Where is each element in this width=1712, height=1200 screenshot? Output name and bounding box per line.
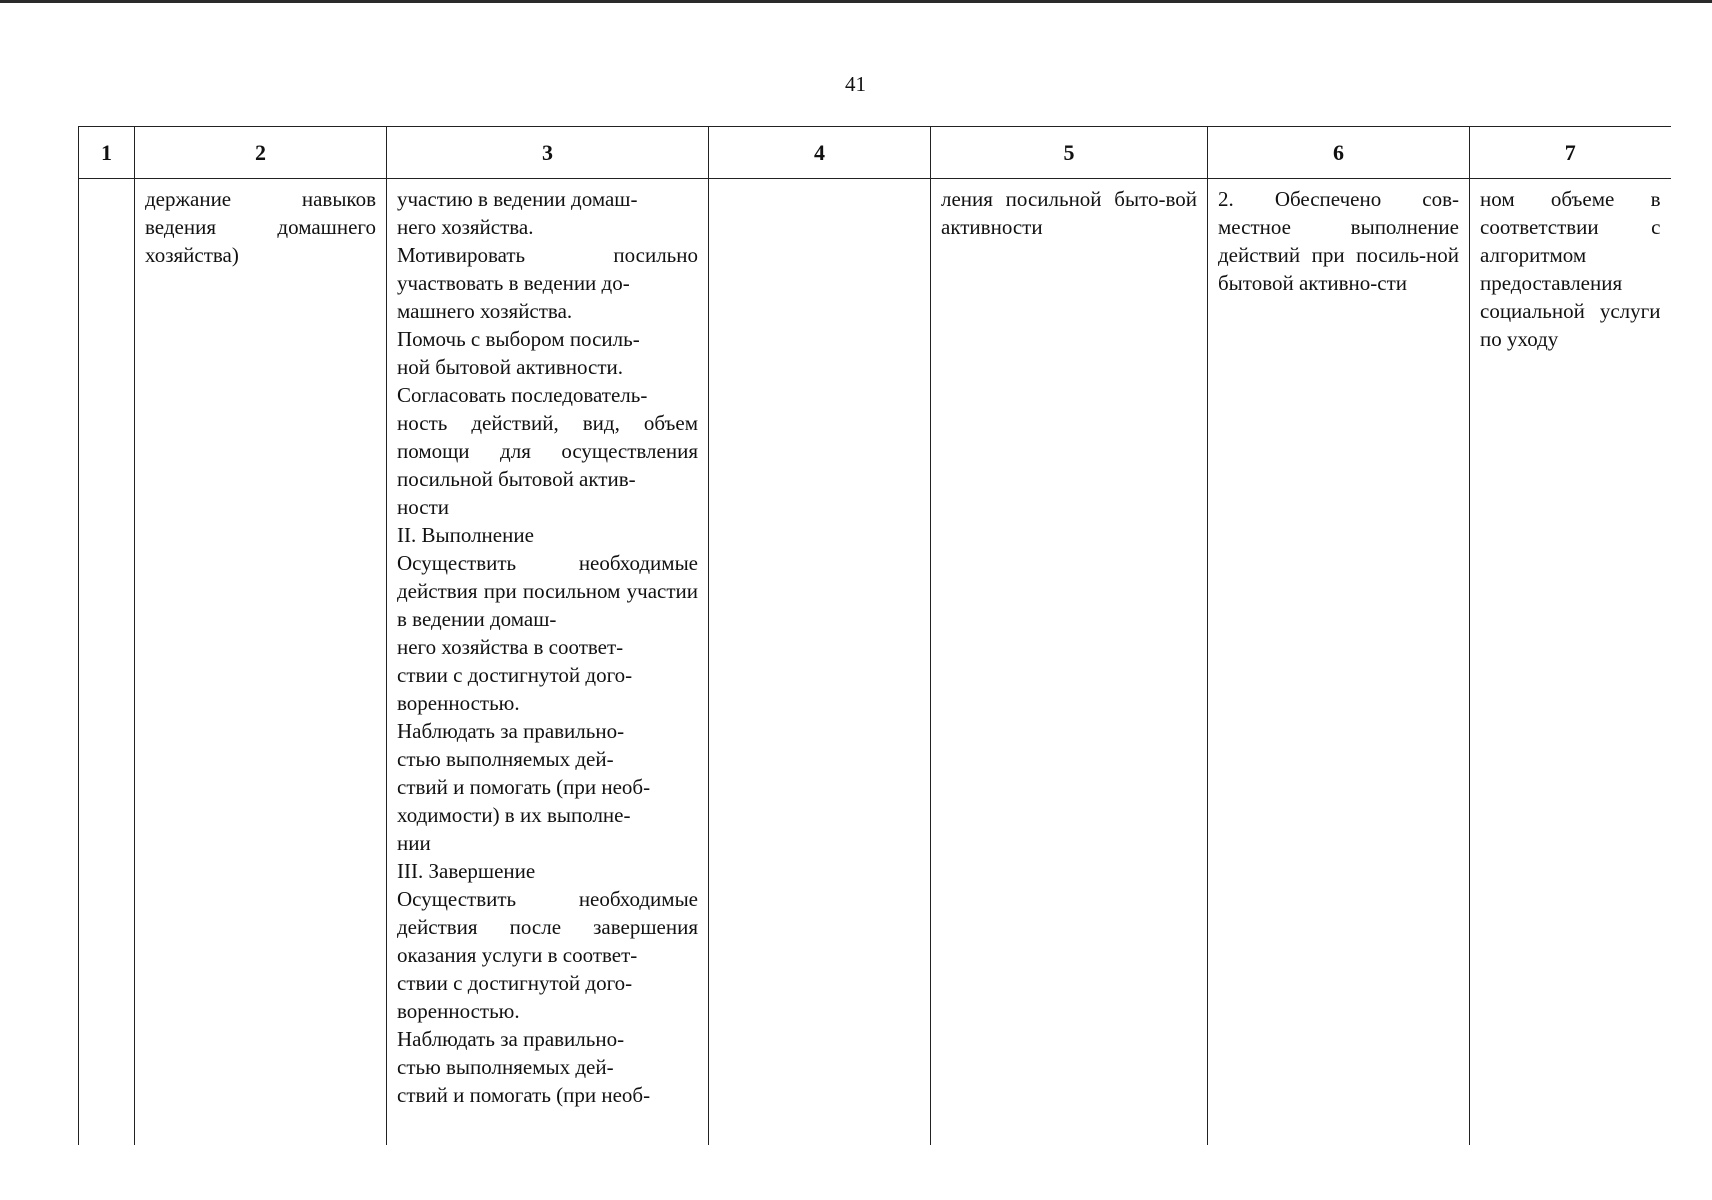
col3-line: воренностью. bbox=[397, 999, 520, 1023]
cell-col3 bbox=[387, 179, 709, 1146]
cell-col5: ления посильной быто-вой активности bbox=[931, 179, 1208, 1146]
col3-line: ствии с достигнутой дого- bbox=[397, 971, 633, 995]
col3-line: Наблюдать за правильно- bbox=[397, 1027, 625, 1051]
col3-line: ность действий, вид, объем помощи для осуществления посильной бытовой актив- bbox=[397, 411, 698, 491]
col3-line: Осуществить необходимые действия после завершения оказания услуги в соответ- bbox=[397, 887, 698, 967]
col3-line: него хозяйства. bbox=[397, 215, 534, 239]
column-header-1: 1 bbox=[79, 127, 135, 179]
column-header-3: 3 bbox=[387, 127, 709, 179]
col3-line: участию в ведении домаш- bbox=[397, 187, 638, 211]
col3-section-heading: II. Выполнение bbox=[397, 523, 534, 547]
col3-section-heading: III. Завершение bbox=[397, 859, 536, 883]
page-number: 41 bbox=[845, 72, 866, 96]
col3-line: Осуществить необходимые действия при посильном участии в ведении домаш- bbox=[397, 551, 698, 631]
col3-line: Согласовать последователь- bbox=[397, 383, 648, 407]
col3-line: машнего хозяйства. bbox=[397, 299, 573, 323]
col3-line: ной бытовой активности. bbox=[397, 355, 624, 379]
col3-line: ствий и помогать (при необ- bbox=[397, 1083, 651, 1107]
col3-line: него хозяйства в соответ- bbox=[397, 635, 624, 659]
table-header-row bbox=[79, 127, 1671, 179]
column-header-4: 4 bbox=[709, 127, 931, 179]
col3-line: Помочь с выбором посиль- bbox=[397, 327, 640, 351]
cell-col6: 2. Обеспечено сов-местное выполнение действий при посиль-ной бытовой активно-сти bbox=[1208, 179, 1470, 1146]
column-header-6: 6 bbox=[1208, 127, 1470, 179]
col3-line: нии bbox=[397, 831, 431, 855]
cell-col4 bbox=[709, 179, 931, 1146]
col3-line: стью выполняемых дей- bbox=[397, 1055, 614, 1079]
scan-top-edge bbox=[0, 0, 1712, 3]
col3-line: Мотивировать посильно участвовать в ведении до- bbox=[397, 243, 698, 295]
col3-line: стью выполняемых дей- bbox=[397, 747, 614, 771]
col3-line: Наблюдать за правильно- bbox=[397, 719, 625, 743]
col3-line: ствии с достигнутой дого- bbox=[397, 663, 633, 687]
col3-line: ствий и помогать (при необ- bbox=[397, 775, 651, 799]
column-header-2: 2 bbox=[135, 127, 387, 179]
table-row bbox=[79, 179, 1671, 1146]
cell-col7: ном объеме в соответствии с алгоритмом предоставления социальной услуги по уходу bbox=[1470, 179, 1671, 1146]
column-header-5: 5 bbox=[931, 127, 1208, 179]
cell-col2: держание навыков ведения домашнего хозяйства) bbox=[135, 179, 387, 1146]
cell-col1 bbox=[79, 179, 135, 1146]
services-table bbox=[78, 126, 1671, 1145]
col3-line: воренностью. bbox=[397, 691, 520, 715]
column-header-7: 7 bbox=[1470, 127, 1671, 179]
col3-line: ности bbox=[397, 495, 449, 519]
col3-line: ходимости) в их выполне- bbox=[397, 803, 631, 827]
